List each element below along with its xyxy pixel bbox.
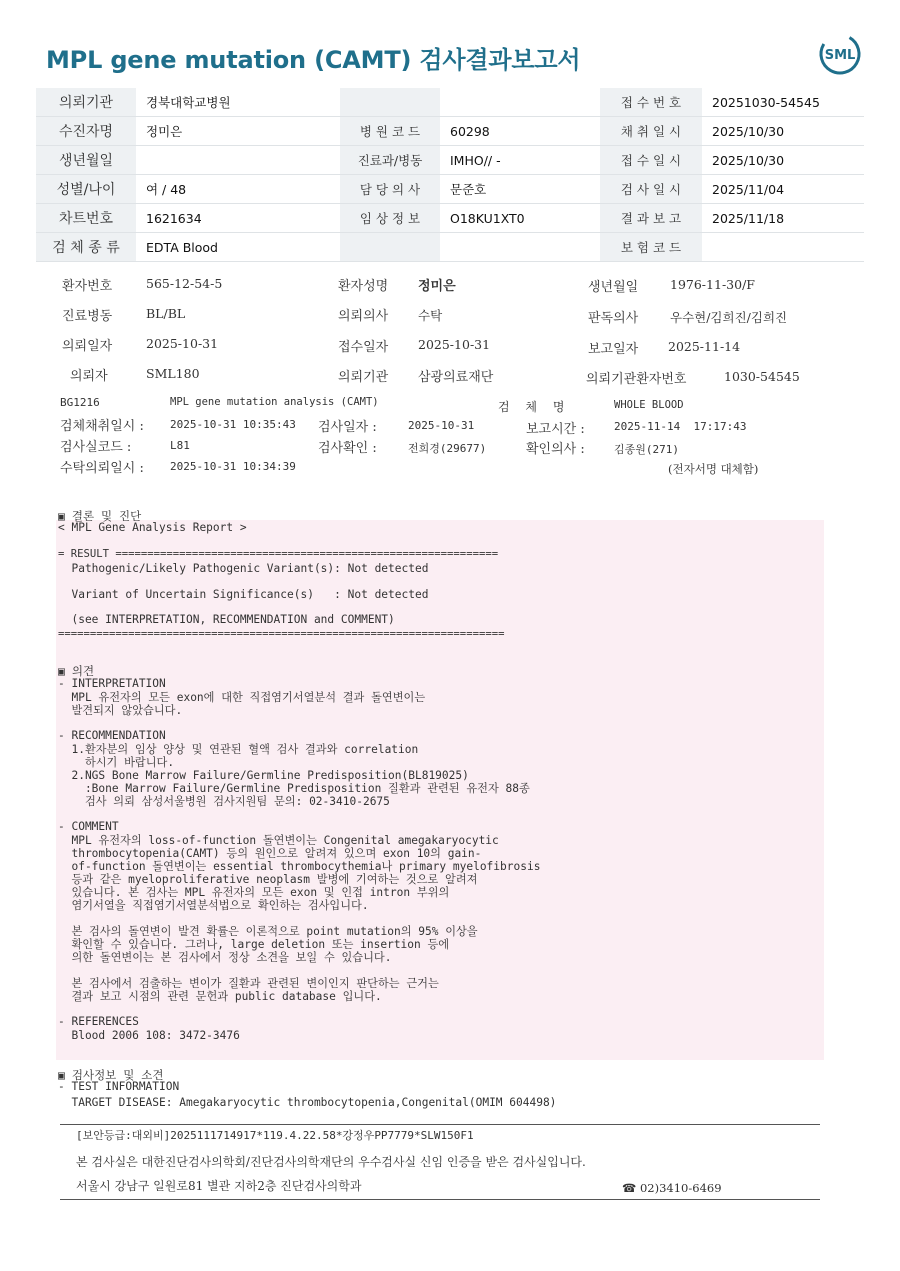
value-inst-pt-no: 1030-54545 — [724, 369, 800, 384]
value-consign: 2025-10-31 10:34:39 — [170, 460, 296, 473]
info-label-cell: 생년월일 — [36, 146, 136, 175]
recommendation-line-2: 하시기 바랍니다. — [58, 756, 175, 769]
value-recv-date: 2025-10-31 — [418, 337, 491, 352]
comment-line-2: thrombocytopenia(CAMT) 등의 원인으로 알려져 있으며 exon 10의 gain- — [58, 847, 482, 860]
info-label-cell: 차트번호 — [36, 204, 136, 233]
value-req-inst: 삼광의료재단 — [418, 370, 494, 385]
recommendation-line-3: 2.NGS Bone Marrow Failure/Germline Predisposition(BL819025) — [58, 769, 469, 782]
value-confirm: 전희경(29677) — [408, 442, 487, 455]
info-value-cell: 경북대학교병원 — [136, 88, 340, 117]
result-end-line: ====================================================================== — [58, 628, 505, 640]
test-code: BG1216 — [60, 396, 100, 409]
value-ward: BL/BL — [146, 306, 186, 321]
info-value-cell: 2025/10/30 — [702, 117, 864, 146]
reference-1: Blood 2006 108: 3472-3476 — [58, 1029, 240, 1042]
info-value-cell: 정미은 — [136, 117, 340, 146]
comment-line-9: 의한 돌연변이는 본 검사에서 정상 소견을 보일 수 있습니다. — [58, 951, 392, 964]
label-recv-date: 접수일자 — [338, 340, 389, 355]
label-lab-code: 검사실코드 : — [60, 440, 132, 455]
label-requester: 의뢰자 — [70, 369, 108, 384]
references-heading: - REFERENCES — [58, 1015, 139, 1028]
footer-divider-bottom — [60, 1199, 820, 1200]
info-value-cell: 60298 — [440, 117, 600, 146]
value-report-time: 2025-11-14 17:17:43 — [614, 420, 747, 433]
comment-line-6: 염기서열을 직접염기서열분석법으로 확인하는 검사입니다. — [58, 899, 369, 912]
value-patient-name: 정미은 — [418, 279, 456, 294]
info-value-cell: 2025/11/18 — [702, 204, 864, 233]
sml-logo — [818, 32, 862, 76]
info-value-cell: 여 / 48 — [136, 175, 340, 204]
label-ward: 진료병동 — [62, 309, 113, 324]
info-value-cell — [440, 88, 600, 117]
value-patient-no: 565-12-54-5 — [146, 276, 223, 291]
result-see-note: (see INTERPRETATION, RECOMMENDATION and COMMENT) — [58, 613, 395, 626]
info-value-cell: 2025/11/04 — [702, 175, 864, 204]
interpretation-heading: - INTERPRETATION — [58, 677, 166, 690]
comment-line-7: 본 검사의 돌연변이 발견 확률은 이론적으로 point mutation의 95% 이상을 — [58, 925, 478, 938]
result-pathogenic: Pathogenic/Likely Pathogenic Variant(s): Not detected — [58, 562, 429, 575]
label-confirm: 검사확인 : — [318, 441, 377, 456]
certification-note: 본 검사실은 대한진단검사의학회/진단검사의학재단의 우수검사실 신임 인증을 받은 검사실입니다. — [76, 1155, 586, 1169]
value-confirm-doc: 김종원(271) — [614, 443, 679, 456]
test-info-section-heading: ▣ 검사정보 및 소견 — [58, 1068, 164, 1082]
info-label-cell: 채 취 일 시 — [600, 117, 702, 146]
footer-divider-top — [60, 1124, 820, 1125]
recommendation-line-5: 검사 의뢰 삼성서울병원 검사지원팀 문의: 02-3410-2675 — [58, 795, 390, 808]
info-value-cell: 20251030-54545 — [702, 88, 864, 117]
info-value-cell: O18KU1XT0 — [440, 204, 600, 233]
label-reading-doctor: 판독의사 — [588, 311, 639, 326]
test-info-heading: - TEST INFORMATION — [58, 1080, 180, 1093]
info-row — [36, 88, 864, 117]
comment-line-10: 본 검사에서 검출하는 변이가 질환과 관련된 변이인지 판단하는 근거는 — [58, 977, 439, 990]
info-label-cell — [340, 233, 440, 262]
info-label-cell: 의뢰기관 — [36, 88, 136, 117]
comment-heading: - COMMENT — [58, 820, 119, 833]
info-row — [36, 146, 864, 175]
interpretation-line-1: MPL 유전자의 모든 exon에 대한 직접염기서열분석 결과 돌연변이는 — [58, 691, 426, 704]
info-label-cell: 담 당 의 사 — [340, 175, 440, 204]
esign-note: (전자서명 대체함) — [668, 462, 759, 476]
label-test-date: 검사일자 : — [318, 420, 377, 435]
info-row — [36, 175, 864, 204]
info-label-cell: 접 수 일 시 — [600, 146, 702, 175]
patient-info-table — [36, 88, 864, 262]
label-inst-pt-no: 의뢰기관환자번호 — [586, 372, 687, 387]
comment-line-1: MPL 유전자의 loss-of-function 돌연변이는 Congenital amegakaryocytic — [58, 834, 499, 847]
label-consign: 수탁의뢰일시 : — [60, 461, 144, 476]
report-title: < MPL Gene Analysis Report > — [58, 521, 247, 534]
info-value-cell — [440, 233, 600, 262]
interpretation-line-2: 발견되지 않았습니다. — [58, 704, 183, 717]
logo-text: SML — [824, 48, 856, 63]
info-label-cell: 진료과/병동 — [340, 146, 440, 175]
info-value-cell — [136, 146, 340, 175]
label-patient-no: 환자번호 — [62, 279, 113, 294]
info-value-cell: EDTA Blood — [136, 233, 340, 262]
label-report-time: 보고시간 : — [526, 422, 585, 437]
label-report-date: 보고일자 — [588, 342, 639, 357]
info-row — [36, 233, 864, 262]
recommendation-line-1: 1.환자분의 임상 양상 및 연관된 혈액 검사 결과와 correlation — [58, 743, 419, 756]
comment-line-3: of-function 돌연변이는 essential thrombocythemia나 primary myelofibrosis — [58, 860, 541, 873]
page-title: MPL gene mutation (CAMT) 검사결과보고서 — [46, 46, 581, 74]
label-collect: 검체채취일시 : — [60, 419, 144, 434]
info-value-cell: IMHO// - — [440, 146, 600, 175]
label-confirm-doc: 확인의사 : — [526, 442, 585, 457]
value-req-date: 2025-10-31 — [146, 336, 219, 351]
comment-line-11: 결과 보고 시점의 관련 문헌과 public database 입니다. — [58, 990, 382, 1003]
info-label-cell: 검 체 종 류 — [36, 233, 136, 262]
info-label-cell: 결 과 보 고 — [600, 204, 702, 233]
result-heading: = RESULT ============================================================ — [58, 548, 499, 560]
info-label-cell: 수진자명 — [36, 117, 136, 146]
opinion-heading: ▣ 의견 — [58, 664, 95, 678]
label-req-inst: 의뢰기관 — [338, 370, 389, 385]
target-disease: TARGET DISEASE: Amegakaryocytic thrombocytopenia,Congenital(OMIM 604498) — [58, 1096, 557, 1109]
conclusion-heading: ▣ 결론 및 진단 — [58, 509, 142, 523]
info-row — [36, 117, 864, 146]
info-label-cell: 병 원 코 드 — [340, 117, 440, 146]
value-dob: 1976-11-30/F — [670, 277, 755, 292]
comment-line-4: 등과 같은 myeloproliferative neoplasm 발병에 기여하는 것으로 알려져 — [58, 873, 478, 886]
value-req-doctor: 수탁 — [418, 308, 443, 323]
label-req-doctor: 의뢰의사 — [338, 309, 389, 324]
label-req-date: 의뢰일자 — [62, 339, 113, 354]
label-patient-name: 환자성명 — [338, 279, 389, 294]
comment-line-8: 확인할 수 있습니다. 그러나, large deletion 또는 insertion 등에 — [58, 938, 450, 951]
info-label-cell: 임 상 정 보 — [340, 204, 440, 233]
comment-line-5: 있습니다. 본 검사는 MPL 유전자의 모든 exon 및 인접 intron 부위의 — [58, 886, 450, 899]
value-collect: 2025-10-31 10:35:43 — [170, 418, 296, 431]
value-test-date: 2025-10-31 — [408, 419, 475, 432]
label-specimen: 검 체 명 — [498, 400, 571, 414]
info-label-cell: 성별/나이 — [36, 175, 136, 204]
info-row — [36, 204, 864, 233]
security-line: [보안등급:대외비]2025111714917*119.4.22.58*강정우PP7779*SLW150F1 — [76, 1129, 474, 1142]
info-value-cell: 2025/10/30 — [702, 146, 864, 175]
recommendation-heading: - RECOMMENDATION — [58, 729, 166, 742]
label-dob: 생년월일 — [588, 280, 639, 295]
info-value-cell: 1621634 — [136, 204, 340, 233]
recommendation-line-4: :Bone Marrow Failure/Germline Predisposition 질환과 관련된 유전자 88종 — [58, 782, 530, 795]
info-value-cell: 문준호 — [440, 175, 600, 204]
lab-phone: ☎ 02)3410-6469 — [622, 1181, 722, 1195]
info-label-cell — [340, 88, 440, 117]
value-reading-doctor: 우수현/김희진/김희진 — [670, 310, 788, 325]
result-vus: Variant of Uncertain Significance(s) : Not detected — [58, 588, 429, 601]
info-label-cell: 접 수 번 호 — [600, 88, 702, 117]
test-name: MPL gene mutation analysis (CAMT) — [170, 396, 379, 408]
value-specimen: WHOLE BLOOD — [614, 399, 684, 411]
value-requester: SML180 — [146, 366, 200, 381]
value-report-date: 2025-11-14 — [668, 339, 741, 354]
lab-address: 서울시 강남구 일원로81 별관 지하2층 진단검사의학과 — [76, 1179, 362, 1193]
info-label-cell: 보 험 코 드 — [600, 233, 702, 262]
info-label-cell: 검 사 일 시 — [600, 175, 702, 204]
value-lab-code: L81 — [170, 439, 190, 452]
info-value-cell — [702, 233, 864, 262]
